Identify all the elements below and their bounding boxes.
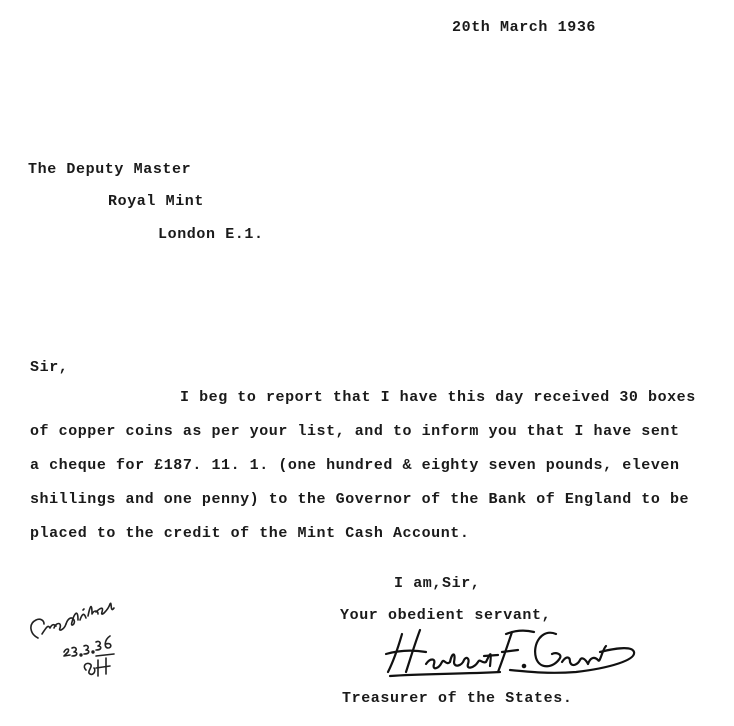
body-line-4: shillings and one penny) to the Governor of the Bank of England to be xyxy=(30,491,690,508)
handwritten-signature xyxy=(380,622,640,680)
letter-date: 20th March 1936 xyxy=(452,19,597,36)
credited-margin-note xyxy=(20,590,120,680)
closing-line-2: Your obedient servant, xyxy=(340,607,552,624)
recipient-line-2: Royal Mint xyxy=(108,193,205,210)
recipient-line-3: London E.1. xyxy=(158,226,264,243)
body-line-3: a cheque for £187. 11. 1. (one hundred & eighty seven pounds, eleven xyxy=(30,457,680,474)
recipient-line-1: The Deputy Master xyxy=(28,161,192,178)
body-line-1: I beg to report that I have this day received 30 boxes xyxy=(180,389,696,406)
closing-line-1: I am,Sir, xyxy=(394,575,481,592)
signatory-title: Treasurer of the States. xyxy=(342,690,573,707)
salutation: Sir, xyxy=(30,359,69,376)
body-line-2: of copper coins as per your list, and to inform you that I have sent xyxy=(30,423,680,440)
body-line-5: placed to the credit of the Mint Cash Account. xyxy=(30,525,470,542)
